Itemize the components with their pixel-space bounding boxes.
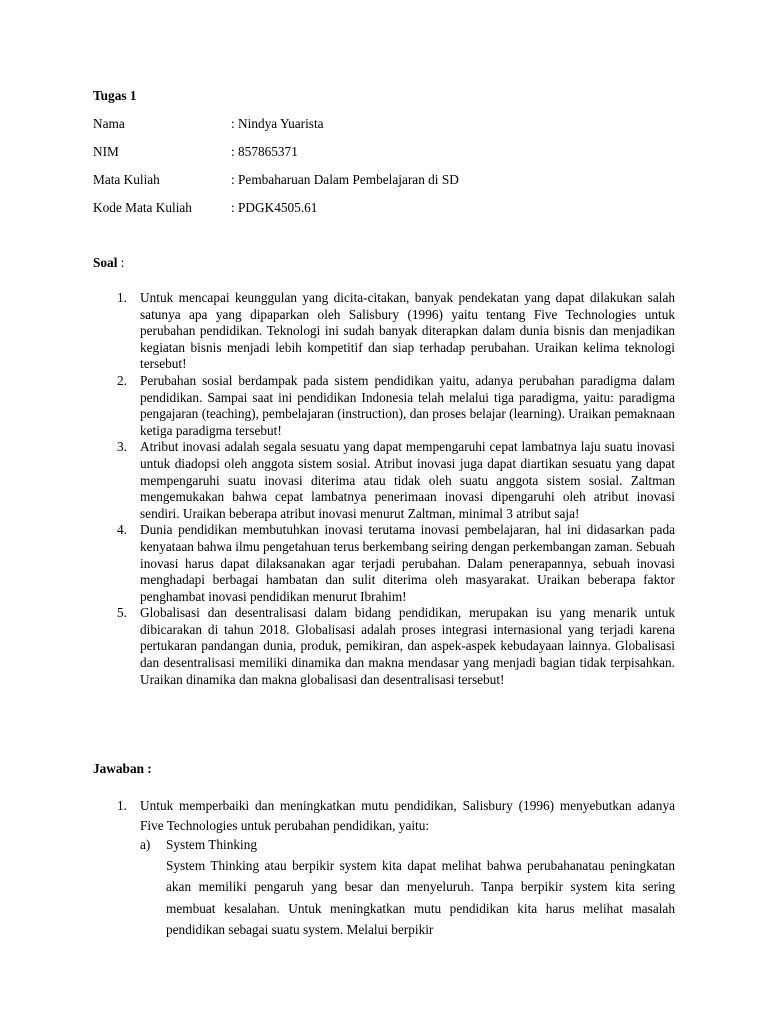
answer-number: 1. [117, 798, 127, 813]
question-number: 1. [117, 290, 127, 305]
question-item [93, 290, 675, 373]
soal-heading-text: Soal [93, 255, 118, 270]
question-number: 4. [117, 522, 127, 538]
question-text: Perubahan sosial berdampak pada sistem pendidikan yaitu, adanya perubahan paradigma dalam pendidikan. Sampai saat ini pendidikan Indonesia telah melalui tiga paradigma, yaitu: paradigma pengajaran (teaching), pembelajaran (instruction), dan proses belajar (learning). Uraikan pemaknaan ketiga paradigma tersebut! [140, 372, 675, 438]
answer-list [93, 796, 675, 941]
jawaban-heading: Jawaban : [93, 761, 152, 776]
document-title: Tugas 1 [93, 88, 137, 103]
question-item [93, 605, 675, 688]
info-value: : Pembaharuan Dalam Pembelajaran di SD [231, 172, 459, 187]
soal-heading-colon: : [117, 255, 125, 270]
subitem-letter: a) [140, 837, 151, 852]
answer-text: Untuk memperbaiki dan meningkatkan mutu pendidikan, Salisbury (1996) menyebutkan adanya Five Technologies untuk perubahan pendidikan, yaitu: [140, 798, 675, 833]
question-number: 3. [117, 439, 127, 455]
question-list [93, 290, 675, 688]
info-value: : Nindya Yuarista [231, 116, 324, 131]
answer-subitem [93, 835, 675, 855]
info-value: : PDGK4505.61 [231, 200, 318, 215]
question-number: 5. [117, 605, 127, 621]
question-text: Dunia pendidikan membutuhkan inovasi terutama inovasi pembelajaran, hal ini didasarkan pada kenyataan bahwa ilmu pengetahuan terus berkembang seiring dengan perkembangan zaman. Sebuah inovasi harus dapat dilaksanakan agar terjadi perubahan. Dalam penerapannya, sebuah inovasi menghadapi berbagai hambatan dan sulit diterima oleh masyarakat. Uraikan beberapa faktor penghambat inovasi pendidikan menurut Ibrahim! [140, 522, 675, 604]
question-item [93, 522, 675, 605]
info-value: : 857865371 [231, 144, 298, 159]
question-text: Atribut inovasi adalah segala sesuatu yang dapat mempengaruhi cepat lambatnya laju suatu inovasi untuk diadopsi oleh anggota sistem sosial. Atribut inovasi juga dapat diartikan sesuatu yang dapat mempengaruhi suatu inovasi diterima atau tidak oleh suatu anggota sistem sosial. Zaltman mengemukakan bahwa cepat lambatnya penerimaan inovasi dipengaruhi oleh atribut inovasi sendiri. Uraikan beberapa atribut inovasi menurut Zaltman, minimal 3 atribut saja! [140, 439, 675, 521]
question-text: Untuk mencapai keunggulan yang dicita-citakan, banyak pendekatan yang dapat dilakukan salah satunya apa yang dipaparkan oleh Salisbury (1996) yaitu tentang Five Technologies untuk perubahan pendidikan. Teknologi ini sudah banyak diterapkan dalam dunia bisnis dan menjadikan kegiatan bisnis menjadi lebih kompetitif dan siap terhadap perubahan. Uraikan kelima teknologi tersebut! [140, 290, 675, 372]
question-item [93, 373, 675, 439]
info-label: Nama [93, 116, 125, 131]
subitem-text: System Thinking atau berpikir system kita dapat melihat bahwa perubahanatau peningkatan akan memiliki pengaruh yang besar dan menyeluruh. Tanpa berpikir system kita sering membuat kesalahan. Untuk meningkatkan mutu pendidikan kita harus melihat masalah pendidikan sebagai suatu system. Melalui berpikir [166, 857, 675, 937]
question-number: 2. [117, 372, 127, 388]
info-label: Mata Kuliah [93, 172, 160, 187]
soal-heading [93, 255, 124, 271]
info-label: NIM [93, 144, 119, 159]
subitem-title: System Thinking [166, 837, 257, 852]
question-item [93, 439, 675, 522]
question-text: Globalisasi dan desentralisasi dalam bidang pendidikan, merupakan isu yang menarik untuk dibicarakan di tahun 2018. Globalisasi adalah proses integrasi internasional yang terjadi karena pertukaran pandangan dunia, produk, pemikiran, dan aspek-aspek kebudayaan lainnya. Globalisasi dan desentralisasi memiliki dinamika dan makna mendasar yang menjadi bagian tidak terpisahkan. Uraikan dinamika dan makna globalisasi dan desentralisasi tersebut! [140, 605, 675, 687]
info-label: Kode Mata Kuliah [93, 200, 192, 215]
answer-item [93, 796, 675, 835]
